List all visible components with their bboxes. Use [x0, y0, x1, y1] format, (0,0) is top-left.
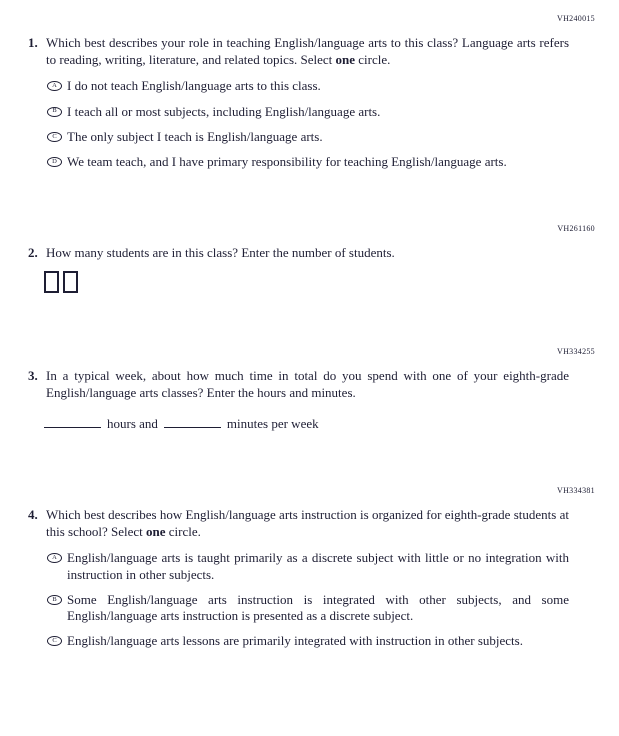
hours-blank[interactable]: [44, 416, 101, 428]
answer-text-4b: Some English/language arts instruction is integrated with other subjects, and some English/language arts instruction is presented as a discrete subject.: [67, 591, 569, 624]
question-4-options: [47, 550, 595, 649]
question-4-prompt: [46, 507, 569, 540]
question-1-number: 1.: [28, 35, 38, 50]
question-2-code: VH261160: [557, 224, 595, 234]
answer-text-4c: English/language arts lessons are primarily integrated with instruction in other subjects.: [67, 633, 523, 649]
question-1-section: [28, 14, 595, 170]
question-1-prompt-tail: circle.: [358, 51, 391, 67]
answer-text-1c: The only subject I teach is English/language arts.: [67, 128, 323, 144]
question-4-prompt-text: Which best describes how English/language arts instruction is organized for eighth-grade students at this school? Select: [46, 507, 569, 539]
question-1-code: VH240015: [557, 14, 595, 23]
question-1-prompt: [46, 35, 569, 68]
answer-text-1a: I do not teach English/language arts to this class.: [67, 78, 321, 94]
answer-text-1b: I teach all or most subjects, including English/language arts.: [67, 103, 381, 119]
answer-option-1b: [47, 104, 595, 120]
question-1-prompt-text: Which best describes your role in teaching English/language arts to this class? Language arts refers to reading, writing, literature, and related topics. Select: [46, 35, 569, 67]
question-4-prompt-tail: circle.: [168, 523, 201, 539]
answer-oval-4c[interactable]: C: [47, 636, 62, 646]
answer-oval-4b[interactable]: B: [47, 595, 62, 605]
minutes-blank[interactable]: [164, 416, 221, 428]
answer-option-1c: [47, 129, 595, 145]
answer-text-1d: We team teach, and I have primary responsibility for teaching English/language arts.: [67, 154, 507, 169]
answer-oval-1c[interactable]: C: [47, 132, 62, 142]
question-4-row: [28, 507, 595, 540]
hours-label: hours and: [107, 416, 158, 432]
students-digit-box-tens[interactable]: [44, 271, 59, 293]
question-3-number: 3.: [28, 367, 38, 383]
question-3-prompt-text: In a typical week, about how much time in total do you spend with one of your eighth-grade English/language arts classes? Enter the hours and minutes.: [46, 367, 569, 400]
question-3-row: [28, 368, 595, 401]
question-3-code: VH334255: [557, 346, 595, 356]
question-1-options: [47, 78, 595, 170]
answer-option-4a: [47, 550, 595, 583]
question-4-section: [28, 486, 595, 650]
question-4-code: VH334381: [557, 486, 595, 496]
minutes-label: minutes per week: [226, 416, 319, 432]
question-4-number: 4.: [28, 507, 38, 523]
hours-minutes-line: [44, 416, 595, 432]
answer-oval-1b[interactable]: B: [47, 107, 62, 117]
question-2-prompt: [46, 245, 395, 262]
answer-oval-4a[interactable]: A: [47, 553, 62, 563]
answer-oval-1a[interactable]: A: [47, 81, 62, 91]
question-2-prompt-text: How many students are in this class? Enter the number of students.: [46, 245, 395, 261]
question-2-number: 2.: [28, 245, 38, 261]
question-2-row: [28, 245, 595, 262]
answer-option-4c: [47, 633, 595, 649]
answer-option-1d: [47, 154, 595, 170]
students-digit-box-ones[interactable]: [63, 271, 78, 293]
answer-text-4a: English/language arts is taught primarily as a discrete subject with little or no integration with instruction in other subjects.: [67, 550, 569, 582]
question-4-prompt-bold: one: [146, 523, 166, 539]
answer-oval-1d[interactable]: D: [47, 157, 62, 167]
question-1-row: [28, 35, 595, 68]
students-count-boxes: [44, 271, 595, 293]
question-3-section: [28, 347, 595, 432]
answer-option-1a: [47, 78, 595, 94]
question-1-prompt-bold: one: [335, 51, 356, 67]
question-3-prompt: [46, 368, 569, 401]
question-2-section: [28, 224, 595, 293]
answer-option-4b: [47, 592, 595, 625]
